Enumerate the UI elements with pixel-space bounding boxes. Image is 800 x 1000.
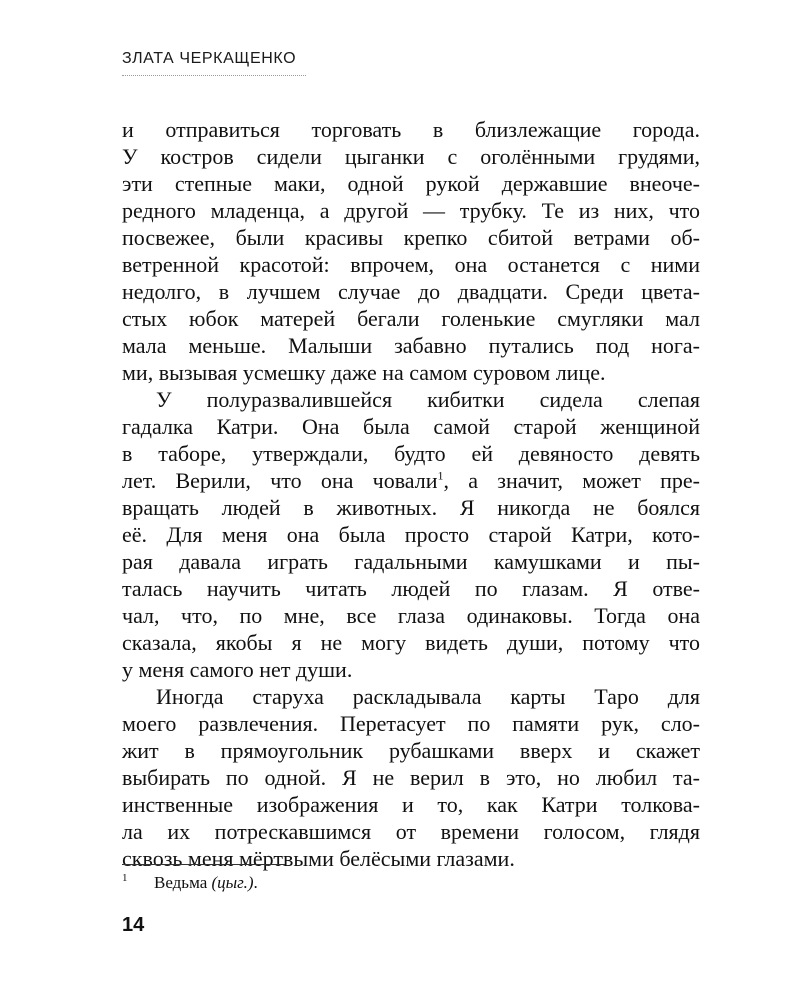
- text-line: ми, вызывая усмешку даже на самом суровом лице.: [122, 360, 606, 385]
- text-line: инственные изображения и то, как Катри толкова-: [122, 792, 700, 817]
- text-line: рая давала играть гадальными камушками и пы-: [122, 549, 700, 574]
- text-line-with-footnote: [122, 467, 700, 494]
- page-number: 14: [122, 914, 145, 936]
- text-line: эти степные маки, одной рукой державшие внеоче-: [122, 171, 700, 196]
- text-line: сказала, якобы я не могу видеть души, потому что: [122, 630, 700, 655]
- running-head: ЗЛАТА ЧЕРКАЩЕНКО: [122, 50, 297, 67]
- text-segment: лет. Верили, что она човали: [122, 468, 438, 493]
- text-line: чал, что, по мне, все глаза одинаковы. Тогда она: [122, 603, 700, 628]
- text-line: недолго, в лучшем случае до двадцати. Среди цвета-: [122, 279, 700, 304]
- text-line: моего развлечения. Перетасует по памяти рук, сло-: [122, 711, 700, 736]
- footnote-reference[interactable]: 1: [437, 468, 444, 483]
- footnote-abbreviation: (цыг.): [211, 873, 254, 892]
- footnote: 1 Ведьма (цыг.).: [122, 872, 258, 892]
- text-line: стых юбок матерей бегали голенькие смугляки мал: [122, 306, 700, 331]
- text-line: и отправиться торговать в близлежащие города.: [122, 117, 700, 142]
- text-line: в таборе, утверждали, будто ей девяносто девять: [122, 441, 700, 466]
- paragraph: [122, 386, 700, 683]
- text-line: ветренной красотой: впрочем, она останется с ними: [122, 252, 700, 277]
- text-line: У полуразвалившейся кибитки сидела слепая: [156, 387, 700, 412]
- text-line: посвежее, были красивы крепко сбитой ветрами об-: [122, 225, 700, 250]
- paragraph: [122, 683, 700, 872]
- footnote-rule: [122, 864, 285, 865]
- header-rule: [122, 75, 306, 76]
- text-line: ла их потрескавшимся от времени голосом, глядя: [122, 819, 700, 844]
- text-line: её. Для меня она была просто старой Катри, кото-: [122, 522, 700, 547]
- text-line: гадалка Катри. Она была самой старой женщиной: [122, 414, 700, 439]
- text-line: У костров сидели цыганки с оголёнными грудями,: [122, 144, 700, 169]
- text-line: талась научить читать людей по глазам. Я отве-: [122, 576, 700, 601]
- body-text: [122, 116, 700, 872]
- text-line: у меня самого нет души.: [122, 657, 353, 682]
- footnote-period: .: [253, 873, 258, 892]
- text-line: редного младенца, а другой — трубку. Те из них, что: [122, 198, 700, 223]
- text-line: сквозь меня мёртвыми белёсыми глазами.: [122, 846, 515, 871]
- text-line: выбирать по одной. Я не верил в это, но любил та-: [122, 765, 700, 790]
- paragraph: [122, 116, 700, 386]
- text-line: Иногда старуха раскладывала карты Таро для: [156, 684, 700, 709]
- text-line: жит в прямоугольник рубашками вверх и скажет: [122, 738, 700, 763]
- text-segment: , а значит, может пре-: [443, 468, 700, 493]
- footnote-text: Ведьма: [154, 873, 212, 892]
- text-line: вращать людей в животных. Я никогда не боялся: [122, 495, 700, 520]
- text-line: мала меньше. Малыши забавно путались под нога-: [122, 333, 700, 358]
